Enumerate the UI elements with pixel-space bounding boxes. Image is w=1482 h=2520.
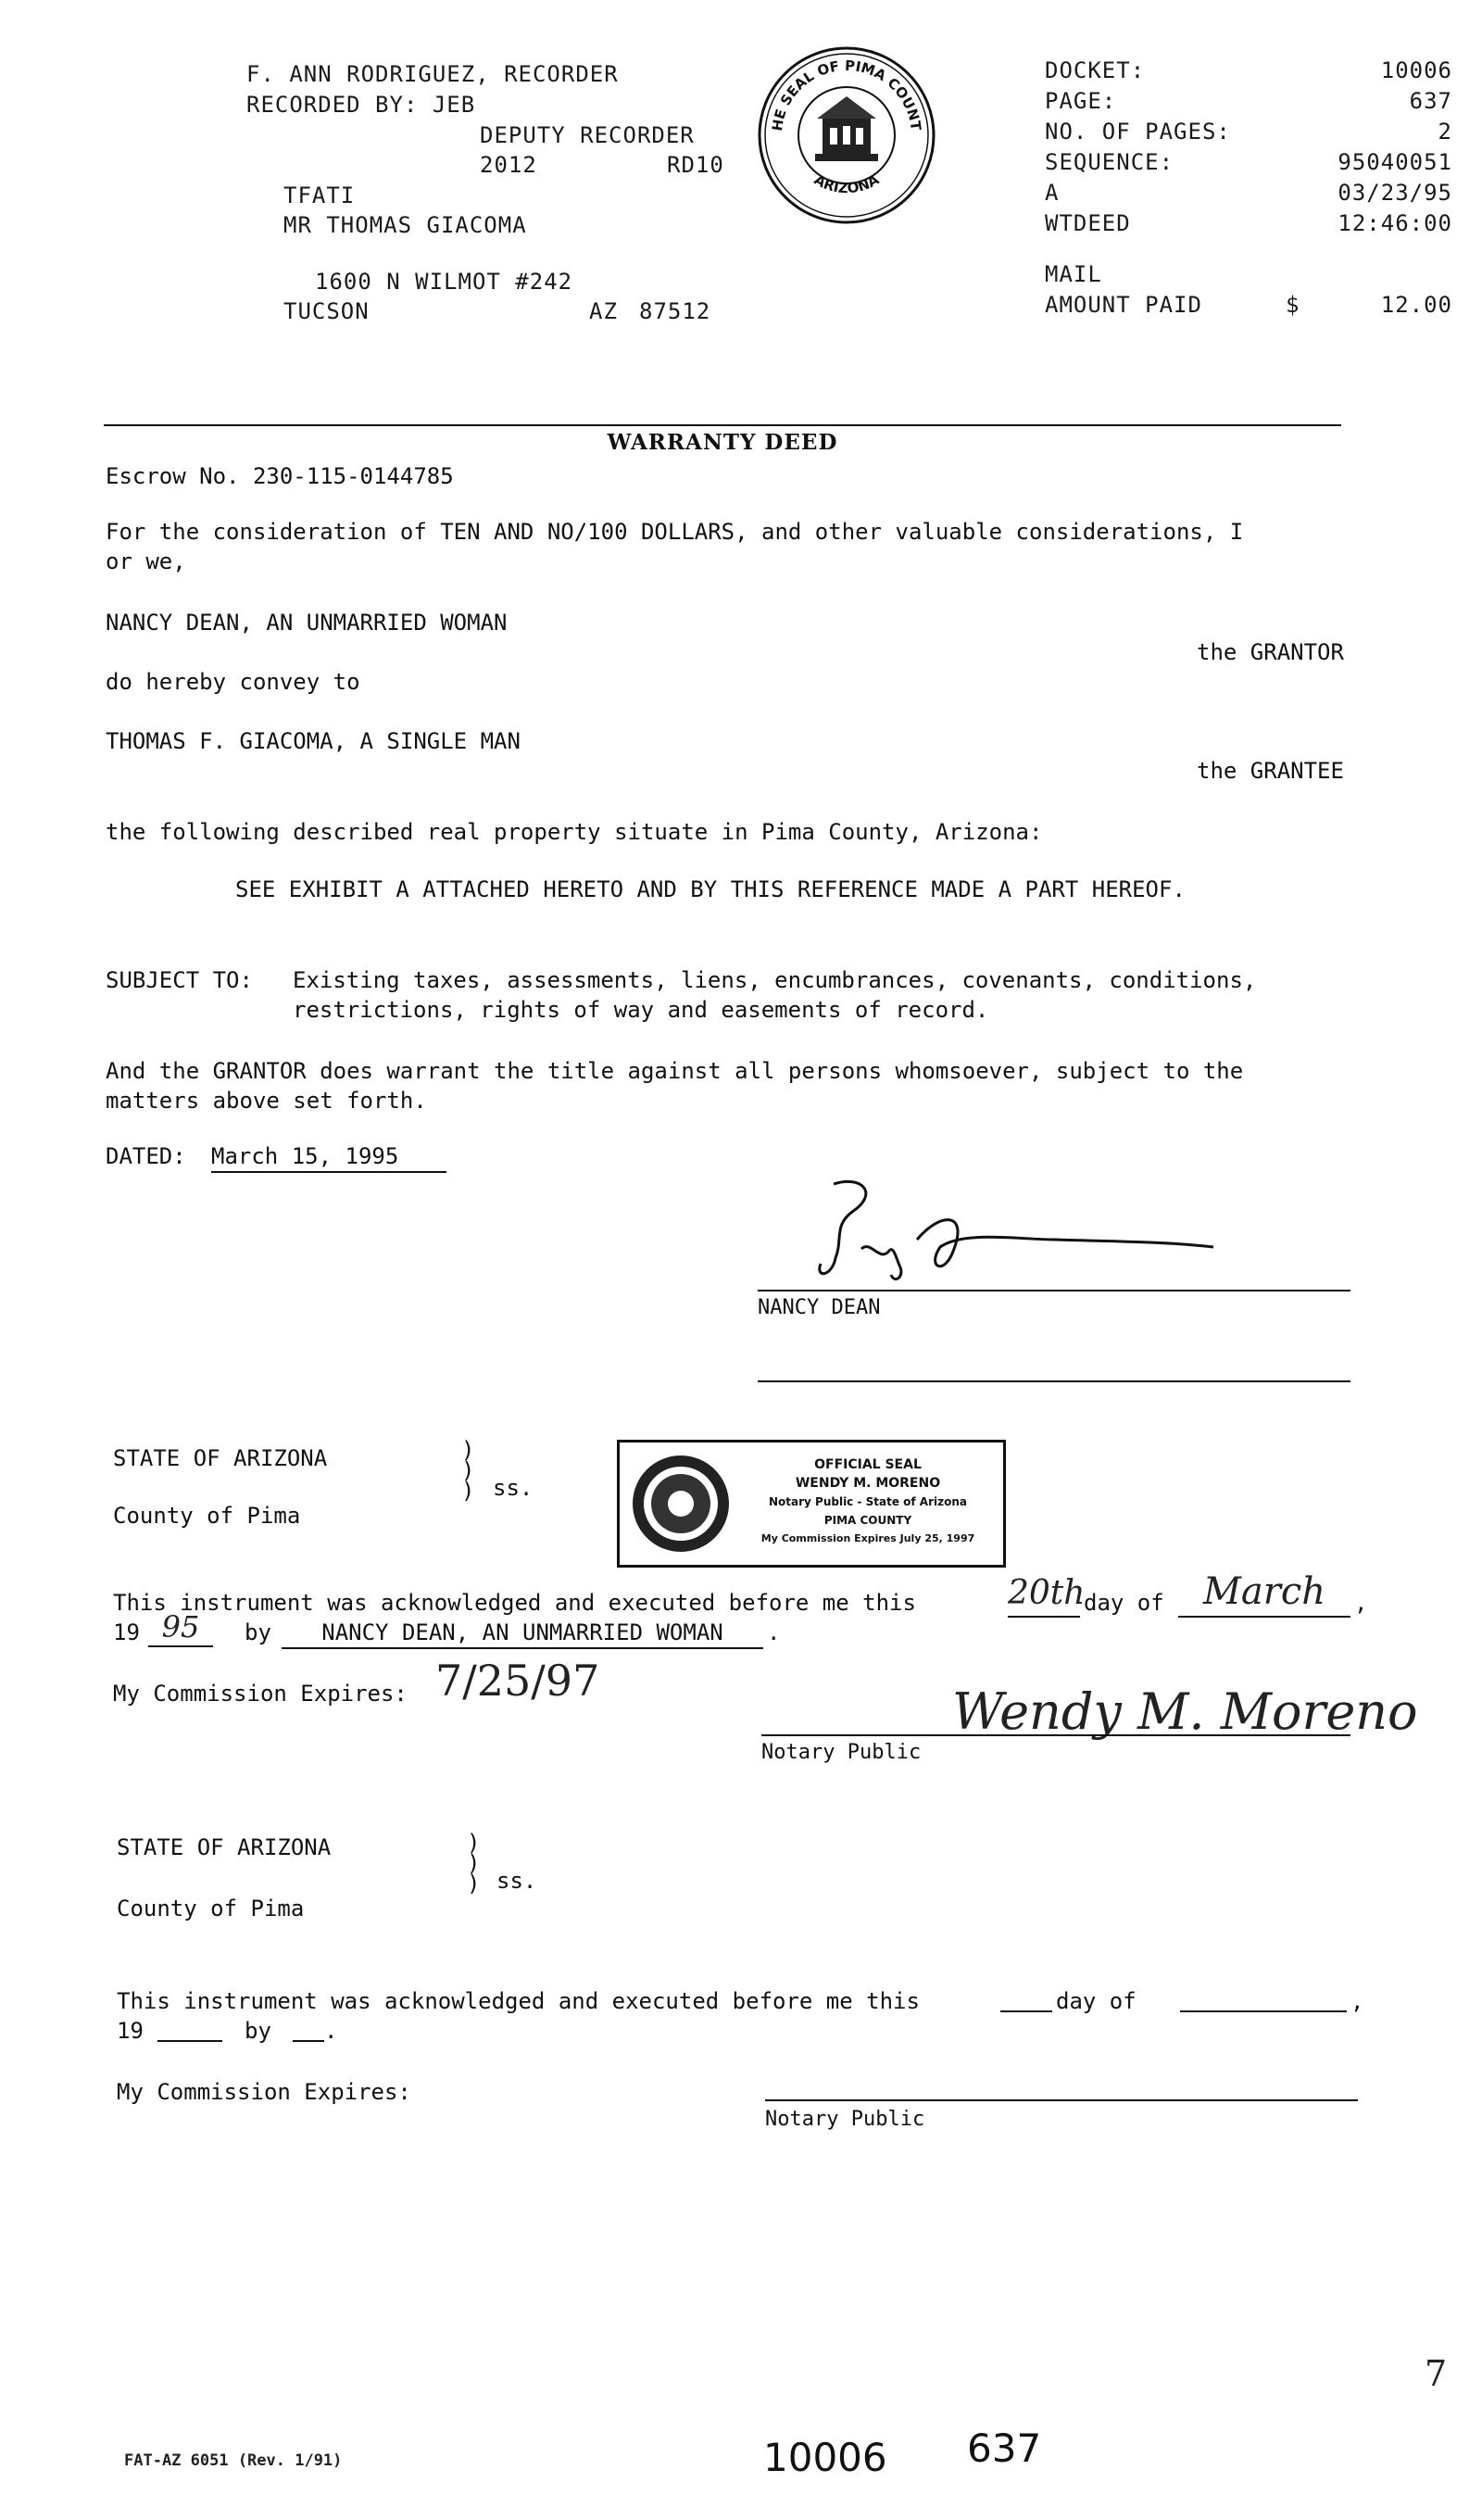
recorder-name: F. ANN RODRIGUEZ, RECORDER (246, 61, 619, 87)
notary-seal (617, 1440, 1006, 1568)
ack1-month: March (1178, 1568, 1350, 1618)
second-signature-line (758, 1380, 1350, 1382)
ack1-period: . (767, 1619, 781, 1645)
ack2-by: by (245, 2018, 271, 2044)
county-seal-graphic (756, 44, 937, 226)
ack2-year-prefix: 19 (117, 2018, 144, 2044)
docket-row (1045, 56, 1452, 86)
ack2-signature-line (765, 2099, 1358, 2101)
sequence-label: SEQUENCE: (1045, 149, 1174, 175)
amount-value: 12.00 (1380, 292, 1452, 318)
dated-value: March 15, 1995 (211, 1141, 446, 1173)
date-label: A (1045, 180, 1060, 206)
date-row (1045, 178, 1452, 208)
record-code-a: 2012 (480, 152, 537, 178)
document-title: WARRANTY DEED (607, 430, 838, 455)
dated-label: DATED: (106, 1143, 186, 1169)
margin-mark: 7 (1425, 2353, 1448, 2394)
ack1-line1-b: day of (1084, 1590, 1164, 1616)
ack2-bracket: ) ) ) (467, 1830, 481, 1896)
ack2-commission-label: My Commission Expires: (117, 2079, 411, 2105)
signer-name: NANCY DEAN (758, 1296, 881, 1319)
ack1-comma: , (1354, 1590, 1368, 1616)
time-value: 12:46:00 (1338, 210, 1452, 236)
ack2-county: County of Pima (117, 1896, 305, 1922)
form-number: FAT-AZ 6051 (Rev. 1/91) (124, 2451, 343, 2470)
grantor-name: NANCY DEAN, AN UNMARRIED WOMAN (106, 610, 508, 636)
return-city: TUCSON (283, 298, 370, 324)
return-state: AZ (589, 298, 618, 324)
time-row (1045, 208, 1452, 239)
notary-signature: Wendy M. Moreno (952, 1682, 1418, 1741)
footer-docket: 10006 (763, 2435, 887, 2480)
escrow-number: Escrow No. 230-115-0144785 (106, 463, 454, 489)
mail-row (1045, 259, 1452, 290)
consideration-line-1: For the consideration of TEN AND NO/100 DOLLARS, and other valuable considerations, I (106, 519, 1244, 545)
date-value: 03/23/95 (1338, 180, 1452, 206)
return-zip: 87512 (639, 298, 711, 324)
amount-symbol: $ (1286, 292, 1300, 318)
grantor-signature-graphic (778, 1175, 1241, 1295)
return-street: 1600 N WILMOT #242 (315, 269, 573, 295)
ack1-signature-line (761, 1734, 1350, 1736)
page-value: 637 (1409, 88, 1452, 114)
amount-row (1045, 290, 1452, 321)
amount-label: AMOUNT PAID (1045, 292, 1202, 318)
grantor-signature (778, 1175, 1241, 1295)
notary-seal-line2: Notary Public - State of Arizona (768, 1495, 967, 1508)
ack1-year-prefix: 19 (113, 1619, 140, 1645)
consideration-line-2: or we, (106, 548, 186, 574)
ack1-day: 20th (1008, 1571, 1080, 1618)
ack1-line1-a: This instrument was acknowledged and executed before me this (113, 1590, 916, 1616)
ack2-state: STATE OF ARIZONA (117, 1834, 332, 1860)
docket-label: DOCKET: (1045, 57, 1146, 83)
grantor-label: the GRANTOR (1197, 639, 1344, 665)
ack1-state: STATE OF ARIZONA (113, 1445, 328, 1471)
grantor-signature-line (758, 1290, 1350, 1292)
footer-page: 637 (967, 2426, 1042, 2471)
ack2-month-blank (1180, 2010, 1347, 2012)
county-seal (756, 44, 937, 226)
convey-line: do hereby convey to (106, 669, 360, 695)
ack2-by-blank (293, 2040, 324, 2042)
svg-text:ARIZONA: ARIZONA (810, 170, 883, 197)
recorded-by: RECORDED BY: JEB (246, 92, 476, 118)
ack1-commission-date: 7/25/97 (435, 1656, 600, 1706)
page-row (1045, 86, 1452, 117)
record-code-b: RD10 (667, 152, 724, 178)
page-label: PAGE: (1045, 88, 1117, 114)
sequence-row (1045, 147, 1452, 178)
notary-seal-title: OFFICIAL SEAL (814, 1457, 922, 1472)
property-line: the following described real property situate in Pima County, Arizona: (106, 819, 1043, 845)
exhibit-line: SEE EXHIBIT A ATTACHED HERETO AND BY THIS REFERENCE MADE A PART HEREOF. (235, 876, 1186, 902)
grantee-name: THOMAS F. GIACOMA, A SINGLE MAN (106, 728, 521, 754)
grantee-label: the GRANTEE (1197, 758, 1344, 784)
pages-row (1045, 117, 1452, 147)
pages-label: NO. OF PAGES: (1045, 119, 1231, 145)
ack2-comma: , (1350, 1988, 1364, 2014)
ack2-year-blank (157, 2040, 222, 2042)
ack1-bracket: ) ) ) (461, 1437, 475, 1504)
subject-to-label: SUBJECT TO: (106, 967, 253, 993)
recording-info (1045, 56, 1452, 321)
ack2-line1-a: This instrument was acknowledged and executed before me this (117, 1988, 920, 2014)
subject-to-line-2: restrictions, rights of way and easements of record. (293, 997, 989, 1023)
notary-seal-line3: PIMA COUNTY (823, 1514, 912, 1527)
return-name: MR THOMAS GIACOMA (283, 212, 527, 238)
ack1-by: by (245, 1619, 271, 1645)
notary-seal-name: WENDY M. MORENO (795, 1476, 941, 1491)
warrant-line-2: matters above set forth. (106, 1088, 427, 1114)
ack2-line1-b: day of (1056, 1988, 1137, 2014)
pages-value: 2 (1438, 119, 1452, 145)
svg-text:THE SEAL OF PIMA COUNTY: HE SEAL OF PIMA COUNT (768, 57, 924, 132)
docket-value: 10006 (1380, 57, 1452, 83)
subject-to-line-1: Existing taxes, assessments, liens, encumbrances, covenants, conditions, (293, 967, 1257, 993)
ack2-ss: ss. (496, 1868, 537, 1894)
doc-type-label: WTDEED (1045, 210, 1131, 236)
ack2-day-blank (1000, 2010, 1052, 2012)
ack2-notary-label: Notary Public (765, 2108, 925, 2131)
title-rule (104, 424, 1341, 426)
ack1-year: 95 (148, 1608, 213, 1647)
ack1-by-name: NANCY DEAN, AN UNMARRIED WOMAN (282, 1618, 763, 1649)
sequence-value: 95040051 (1338, 149, 1452, 175)
ack1-notary-label: Notary Public (761, 1741, 922, 1764)
title-company: TFATI (283, 183, 356, 208)
notary-seal-line4: My Commission Expires July 25, 1997 (760, 1532, 975, 1544)
notary-seal-text (740, 1455, 996, 1548)
ack2-period: . (324, 2018, 338, 2044)
deputy-recorder: DEPUTY RECORDER (480, 122, 695, 148)
ack1-county: County of Pima (113, 1503, 301, 1529)
warrant-line-1: And the GRANTOR does warrant the title against all persons whomsoever, subject to the (106, 1058, 1244, 1084)
ack1-ss: ss. (493, 1475, 534, 1501)
ack1-commission-label: My Commission Expires: (113, 1681, 408, 1707)
mail-label: MAIL (1045, 261, 1102, 287)
